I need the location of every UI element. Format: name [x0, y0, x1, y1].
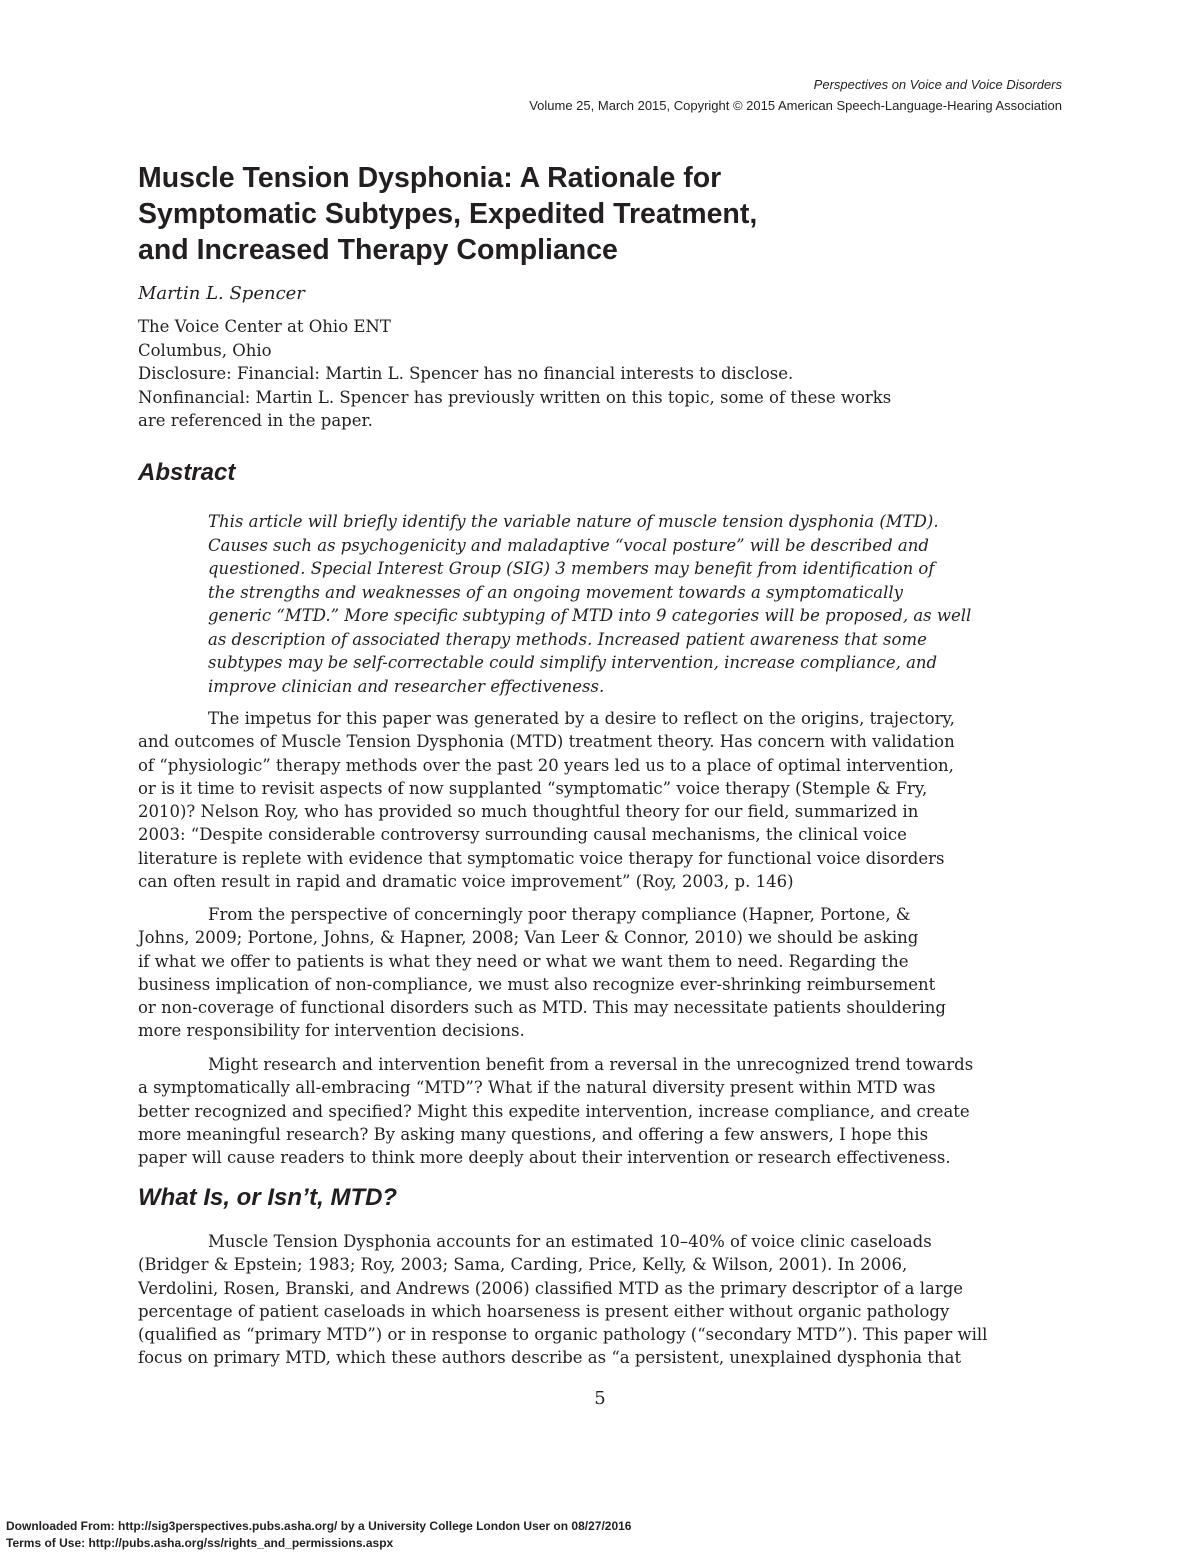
terms-of-use: Terms of Use: http://pubs.asha.org/ss/rights_and_permissions.aspx — [6, 1536, 394, 1550]
abstract-line: questioned. Special Interest Group (SIG) 3 members may benefit from identification of — [208, 559, 935, 578]
paragraph-line: Johns, 2009; Portone, Johns, & Hapner, 2008; Van Leer & Connor, 2010) we should be asking — [138, 928, 919, 948]
title-line: Symptomatic Subtypes, Expedited Treatment, — [138, 198, 758, 230]
abstract-line: as description of associated therapy methods. Increased patient awareness that some — [208, 629, 927, 649]
abstract-line: improve clinician and researcher effectiveness. — [208, 676, 605, 696]
abstract-line: the strengths and weaknesses of an ongoing movement towards a symptomatically — [208, 582, 903, 602]
article-title — [138, 160, 1038, 268]
paragraph-line: literature is replete with evidence that symptomatic voice therapy for functional voice disorders — [138, 848, 945, 868]
paragraph-line: percentage of patient caseloads in which hoarseness is present either without organic pathology — [138, 1301, 950, 1321]
body-paragraph-1 — [138, 707, 1063, 893]
section-heading: What Is, or Isn’t, MTD? — [138, 1184, 398, 1211]
abstract-line: This article will briefly identify the variable nature of muscle tension dysphonia (MTD). — [208, 512, 939, 531]
abstract-line: Causes such as psychogenicity and maladaptive “vocal posture” will be described and — [208, 535, 929, 555]
paragraph-line: more meaningful research? By asking many questions, and offering a few answers, I hope this — [138, 1124, 929, 1144]
affiliation-line: The Voice Center at Ohio ENT — [138, 317, 391, 336]
page-number: 5 — [594, 1388, 606, 1409]
paragraph-line: of “physiologic” therapy methods over the past 20 years led us to a place of optimal intervention, — [138, 755, 954, 775]
paragraph-line: From the perspective of concerningly poor therapy compliance (Hapner, Portone, & — [208, 905, 911, 924]
journal-name: Perspectives on Voice and Voice Disorders — [813, 77, 1062, 92]
paragraph-line: better recognized and specified? Might this expedite intervention, increase compliance, and create — [138, 1101, 970, 1121]
abstract-heading: Abstract — [138, 459, 236, 486]
affiliation-line: Columbus, Ohio — [138, 340, 272, 360]
download-notice: Downloaded From: http://sig3perspectives.pubs.asha.org/ by a University College London User on 08/27/2016 — [6, 1519, 632, 1533]
affiliation-line: Disclosure: Financial: Martin L. Spencer has no financial interests to disclose. — [138, 364, 794, 383]
paragraph-line: more responsibility for intervention decisions. — [138, 1021, 525, 1041]
paragraph-line: (qualified as “primary MTD”) or in response to organic pathology (“secondary MTD”). This paper will — [138, 1325, 988, 1345]
paragraph-line: business implication of non-compliance, we must also recognize ever-shrinking reimbursement — [138, 974, 936, 994]
affiliation-block — [138, 315, 1038, 433]
body-paragraph-2 — [138, 903, 1063, 1043]
paragraph-line: can often result in rapid and dramatic voice improvement” (Roy, 2003, p. 146) — [138, 872, 794, 892]
paragraph-line: (Bridger & Epstein; 1983; Roy, 2003; Sama, Carding, Price, Kelly, & Wilson, 2001). In 2006, — [138, 1255, 908, 1275]
paragraph-line: or non-coverage of functional disorders such as MTD. This may necessitate patients shouldering — [138, 998, 946, 1018]
affiliation-line: Nonfinancial: Martin L. Spencer has previously written on this topic, some of these works — [138, 387, 892, 407]
author-name: Martin L. Spencer — [138, 283, 305, 304]
paragraph-line: or is it time to revisit aspects of now supplanted “symptomatic” voice therapy (Stemple & Fry, — [138, 778, 928, 798]
paragraph-line: and outcomes of Muscle Tension Dysphonia (MTD) treatment theory. Has concern with validation — [138, 732, 955, 752]
paragraph-line: paper will cause readers to think more deeply about their intervention or research effectiveness. — [138, 1148, 951, 1168]
paragraph-line: Verdolini, Rosen, Branski, and Andrews (2006) classified MTD as the primary descriptor of a large — [138, 1278, 964, 1298]
paragraph-line: a symptomatically all-embracing “MTD”? What if the natural diversity present within MTD was — [138, 1078, 936, 1098]
title-line: and Increased Therapy Compliance — [138, 234, 618, 266]
paragraph-line: 2010)? Nelson Roy, who has provided so much thoughtful theory for our field, summarized in — [138, 802, 919, 822]
abstract-text — [208, 510, 1058, 698]
paragraph-line: if what we offer to patients is what they need or what we want them to need. Regarding the — [138, 951, 909, 971]
paragraph-line: Might research and intervention benefit from a reversal in the unrecognized trend towards — [208, 1055, 974, 1074]
paragraph-line: The impetus for this paper was generated by a desire to reflect on the origins, trajectory, — [208, 709, 955, 728]
paragraph-line: 2003: “Despite considerable controversy surrounding causal mechanisms, the clinical voice — [138, 825, 907, 845]
affiliation-line: are referenced in the paper. — [138, 411, 373, 430]
abstract-line: subtypes may be self-correctable could simplify intervention, increase compliance, and — [208, 653, 938, 672]
paragraph-line: focus on primary MTD, which these authors describe as “a persistent, unexplained dysphonia that — [138, 1348, 962, 1368]
paragraph-line: Muscle Tension Dysphonia accounts for an estimated 10–40% of voice clinic caseloads — [208, 1232, 932, 1251]
title-line: Muscle Tension Dysphonia: A Rationale for — [138, 162, 722, 194]
volume-info: Volume 25, March 2015, Copyright © 2015 American Speech-Language-Hearing Association — [529, 98, 1062, 113]
section-paragraph — [138, 1230, 1063, 1370]
body-paragraph-3 — [138, 1053, 1063, 1169]
abstract-line: generic “MTD.” More specific subtyping of MTD into 9 categories will be proposed, as well — [208, 606, 972, 625]
